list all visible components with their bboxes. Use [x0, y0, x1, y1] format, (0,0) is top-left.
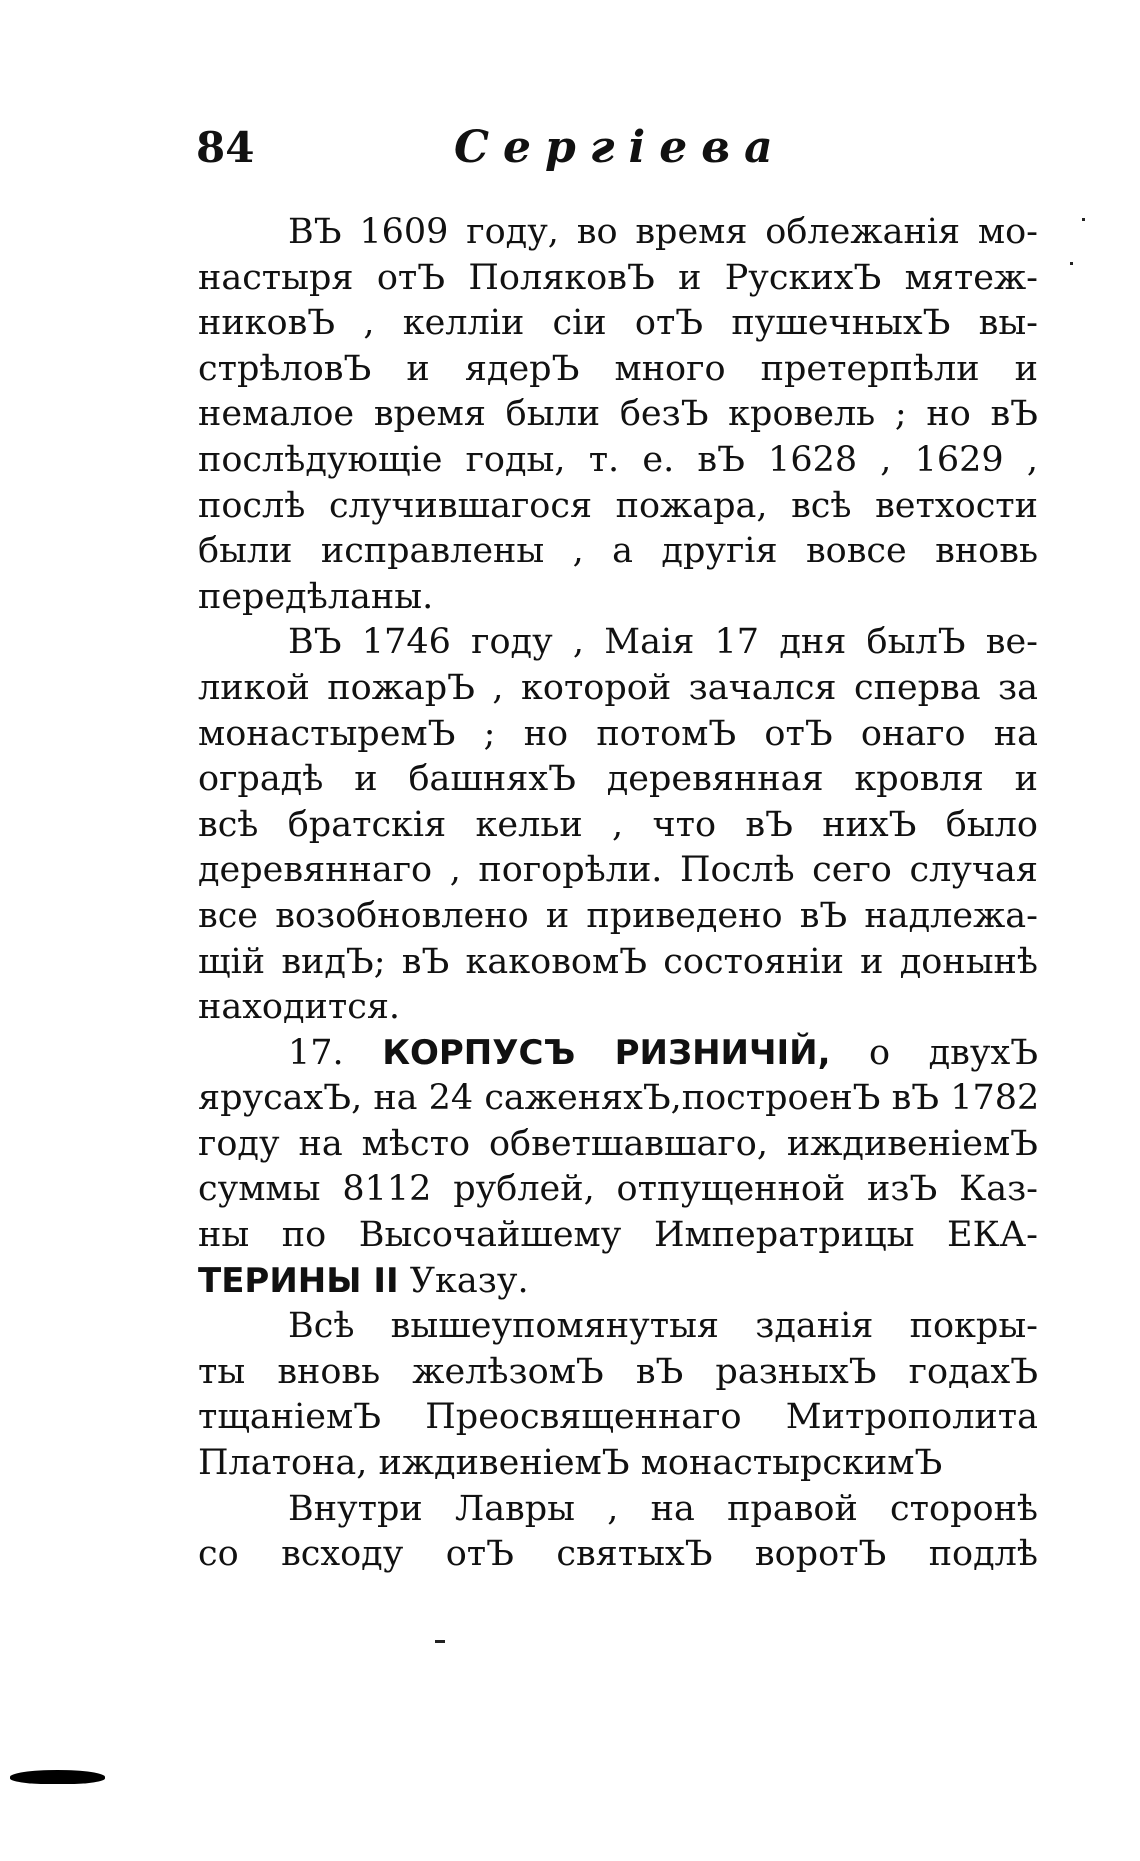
body-text — [198, 210, 1038, 1578]
paragraph — [198, 1487, 1038, 1578]
text-line: монастыремЪ ; но потомЪ отЪ онаго на — [198, 713, 1038, 754]
text-line: щій видЪ; вЪ каковомЪ состояніи и донынѣ — [198, 941, 1038, 982]
text-line: послѣдующіе годы, т. е. вЪ 1628 , 1629 , — [198, 439, 1038, 480]
text-line: никовЪ , келліи сіи отЪ пушечныхЪ вы- — [198, 303, 1038, 344]
text-fragment: о двухЪ — [869, 1032, 1038, 1073]
caps-fragment: ТЕРИНЫ II — [198, 1260, 399, 1301]
text-line: со всходу отЪ святыхЪ воротЪ подлѣ — [198, 1534, 1038, 1575]
text-line: Всѣ вышеупомянутыя зданія покры- — [288, 1306, 1038, 1347]
text-line: всѣ братскія кельи , что вЪ нихЪ было — [198, 804, 1038, 845]
text-line: ты вновь желѣзомЪ вЪ разныхЪ годахЪ — [198, 1351, 1038, 1392]
text-line: Платона, иждивеніемЪ монастырскимЪ — [198, 1443, 943, 1484]
running-head: Сергіева — [454, 122, 787, 173]
text-fragment: Указу. — [409, 1260, 529, 1301]
paragraph — [198, 620, 1038, 1030]
paragraph — [198, 210, 1038, 620]
scan-speck — [1070, 262, 1073, 265]
scan-speck — [435, 1640, 445, 1643]
text-line: суммы 8112 рублей, отпущенной изЪ Каз- — [198, 1169, 1038, 1210]
text-line: настыря отЪ ПоляковЪ и РускихЪ мятеж- — [198, 257, 1038, 298]
text-line: послѣ случившагося пожара, всѣ ветхости — [198, 485, 1038, 526]
section-number: 17. — [288, 1032, 344, 1073]
scan-speck — [1082, 218, 1085, 221]
section-title: КОРПУСЪ РИЗНИЧІЙ, — [382, 1032, 831, 1073]
text-line: ВЪ 1746 году , Маія 17 дня былЪ ве- — [288, 622, 1038, 663]
section-17 — [198, 1031, 1038, 1305]
text-line: были исправлены , а другія вовсе вновь — [198, 531, 1038, 572]
page-header — [196, 118, 1036, 178]
page-number: 84 — [196, 123, 255, 172]
text-line: немалое время были безЪ кровель ; но вЪ — [198, 394, 1038, 435]
text-line: стрѣловЪ и ядерЪ много претерпѣли и — [198, 348, 1038, 389]
text-line: передѣланы. — [198, 576, 434, 617]
section-heading-line — [198, 1031, 1038, 1077]
text-line: ны по Высочайшему Императрицы ЕКА- — [198, 1215, 1038, 1256]
text-line: ВЪ 1609 году, во время облежанія мо- — [288, 212, 1038, 252]
paragraph — [198, 1304, 1038, 1486]
text-line: тщаніемЪ Преосвященнаго Митрополита — [198, 1397, 1038, 1438]
text-line — [198, 1259, 1038, 1305]
text-line: оградѣ и башняхЪ деревянная кровля и — [198, 759, 1038, 800]
text-line: Внутри Лавры , на правой сторонѣ — [288, 1488, 1038, 1529]
text-line: деревяннаго , погорѣли. Послѣ сего случая — [198, 850, 1038, 891]
text-line: находится. — [198, 987, 401, 1028]
scan-smear — [10, 1770, 105, 1784]
text-line: ликой пожарЪ , которой зачался сперва за — [198, 667, 1038, 708]
text-line: ярусахЪ, на 24 саженяхЪ,построенЪ вЪ 1782 — [198, 1078, 1040, 1119]
text-line: году на мѣсто обветшавшаго, иждивеніемЪ — [198, 1123, 1038, 1164]
text-line: все возобновлено и приведено вЪ надлежа- — [198, 895, 1038, 936]
